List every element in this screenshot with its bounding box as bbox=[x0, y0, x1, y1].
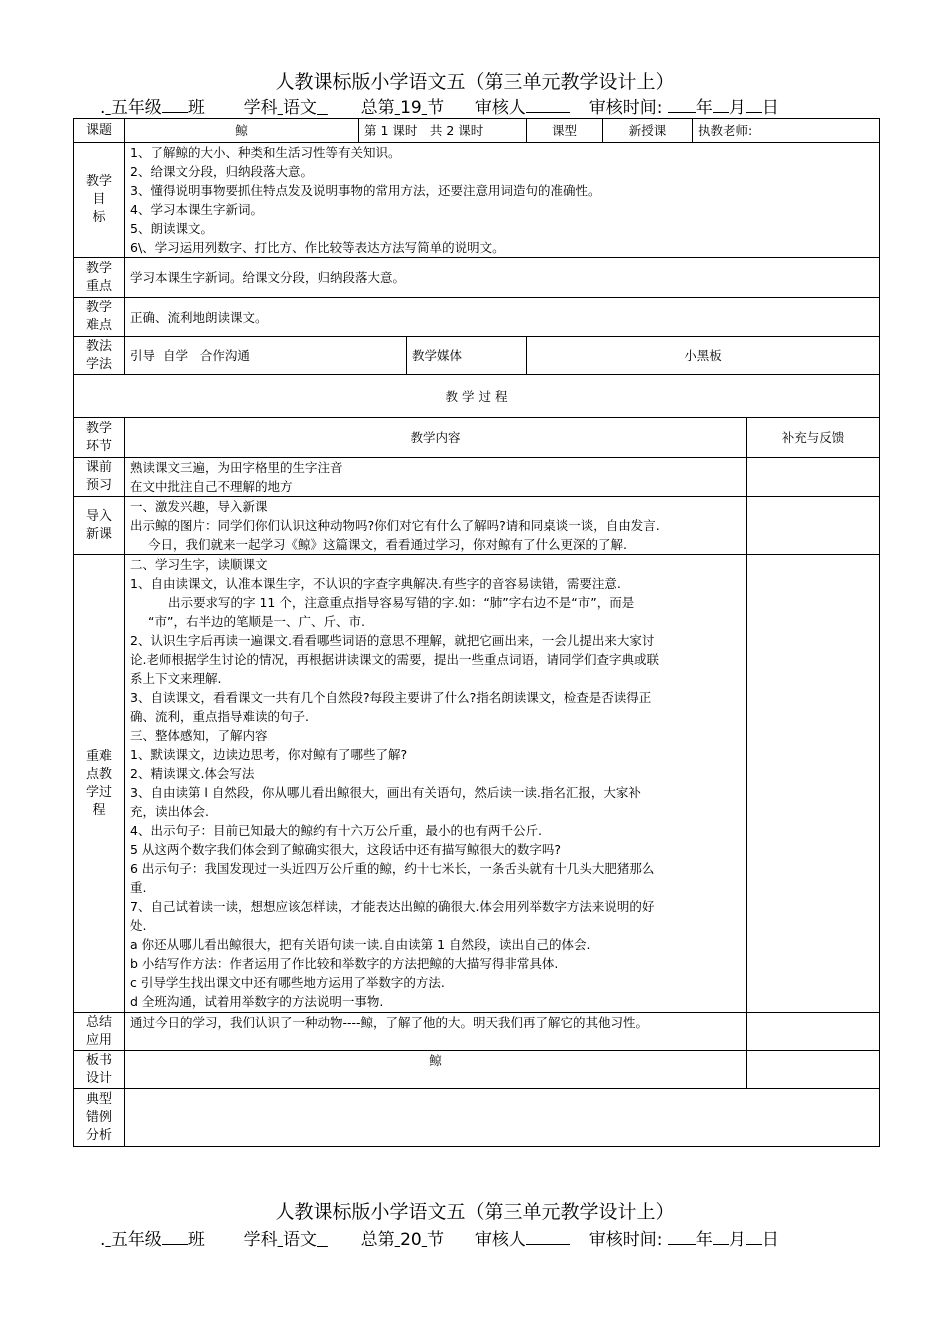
stage-header: 教学 环节 bbox=[74, 418, 125, 458]
errors-label: 典型 错例 分析 bbox=[74, 1089, 125, 1147]
content-header: 教学内容 bbox=[125, 418, 747, 458]
main-line: 3、自由读第 l 自然段，你从哪儿看出鲸很大，画出有关语句，然后读一读.指名汇报，大家补 bbox=[130, 785, 641, 800]
methods-row bbox=[74, 337, 880, 375]
process-title-row bbox=[74, 375, 880, 418]
type-label: 课型 bbox=[527, 119, 603, 143]
summary-label: 总结 应用 bbox=[74, 1013, 125, 1051]
preview-line: 在文中批注自己不理解的地方 bbox=[130, 479, 293, 494]
errors-row bbox=[74, 1089, 880, 1147]
main-line: 三、整体感知，了解内容 bbox=[130, 728, 268, 743]
difficulties-label: 教学 难点 bbox=[74, 298, 125, 337]
preview-label: 课前 预习 bbox=[74, 458, 125, 497]
info-line bbox=[100, 96, 779, 119]
main-label: 重难 点教 学过 程 bbox=[74, 555, 125, 1013]
main-line: 二、学习生字，读顺课文 bbox=[130, 557, 268, 572]
difficulties-text: 正确、流利地朗读课文。 bbox=[125, 298, 880, 337]
main-line: 论.老师根据学生讨论的情况，再根据讲读课文的需要，提出一些重点词语，请同学们查字典或联 bbox=[130, 652, 659, 667]
reviewer-blank bbox=[526, 96, 570, 113]
subject-value: 语文 bbox=[283, 98, 318, 118]
board-label: 板书 设计 bbox=[74, 1051, 125, 1089]
year-label: 年 bbox=[695, 98, 713, 118]
grade-label: 年级 bbox=[127, 98, 162, 118]
errors-content bbox=[125, 1089, 880, 1147]
main-content bbox=[125, 555, 747, 1013]
goal-item: 6\、学习运用列数字、打比方、作比较等表达方法写简单的说明文。 bbox=[130, 240, 505, 255]
main-line: 2、精读课文.体会写法 bbox=[130, 766, 255, 781]
total-label: 总第 bbox=[360, 98, 395, 118]
lesson-number: 20 bbox=[400, 1230, 422, 1250]
intro-content bbox=[125, 497, 747, 555]
main-line: 3、自读课文，看看课文一共有几个自然段?每段主要讲了什么?指名朗读课文，检查是否读得正 bbox=[130, 690, 652, 705]
total-label: 总第 bbox=[360, 1230, 395, 1250]
topic-value: 鲸 bbox=[125, 119, 359, 143]
lesson-unit: 节 bbox=[427, 1230, 445, 1250]
key-points-text: 学习本课生字新词。给课文分段，归纳段落大意。 bbox=[125, 258, 880, 298]
goals-list bbox=[125, 143, 880, 258]
day-label: 日 bbox=[761, 1230, 779, 1250]
reviewer-label: 审核人 bbox=[474, 1230, 526, 1250]
main-line: 6 出示句子：我国发现过一头近四万公斤重的鲸，约十七米长，一条舌头就有十几头大肥猪那么 bbox=[130, 861, 655, 876]
main-line: 确、流利，重点指导难读的句子. bbox=[130, 709, 309, 724]
reviewer-label: 审核人 bbox=[474, 98, 526, 118]
key-points-row bbox=[74, 258, 880, 298]
main-line: 1、自由读课文，认准本课生字，不认识的字查字典解决.有些字的音容易读错，需要注意. bbox=[130, 576, 621, 591]
class-label: 班 bbox=[187, 1230, 205, 1250]
board-text: 鲸 bbox=[125, 1051, 747, 1089]
lesson-plan-table bbox=[73, 118, 880, 1147]
preview-content bbox=[125, 458, 747, 497]
preview-line: 熟读课文三遍，为田字格里的生字注音 bbox=[130, 460, 343, 475]
summary-text: 通过今日的学习，我们认识了一种动物----鲸，了解了他的大。明天我们再了解它的其他习性。 bbox=[125, 1013, 747, 1051]
class-blank bbox=[162, 1228, 188, 1245]
class-blank bbox=[162, 96, 188, 113]
goal-item: 1、了解鲸的大小、种类和生活习性等有关知识。 bbox=[130, 145, 401, 160]
intro-row bbox=[74, 497, 880, 555]
main-line: 出示要求写的字 11 个，注意重点指导容易写错的字.如：“肺”字右边不是“市”，而是 bbox=[168, 595, 635, 610]
preview-feedback bbox=[747, 458, 880, 497]
lesson-unit: 节 bbox=[427, 98, 445, 118]
topic-label: 课题 bbox=[74, 119, 125, 143]
board-feedback bbox=[747, 1051, 880, 1089]
media-value: 小黑板 bbox=[527, 337, 880, 375]
goal-item: 3、懂得说明事物要抓住特点发及说明事物的常用方法，还要注意用词造句的准确性。 bbox=[130, 183, 601, 198]
next-info-line bbox=[100, 1228, 779, 1251]
subject-label: 学科 bbox=[243, 98, 278, 118]
subject-label: 学科 bbox=[243, 1230, 278, 1250]
day-label: 日 bbox=[761, 98, 779, 118]
methods-text: 引导 自学 合作沟通 bbox=[125, 337, 407, 375]
goal-item: 2、给课文分段，归纳段落大意。 bbox=[130, 164, 313, 179]
review-time-label: 审核时间: bbox=[588, 1230, 663, 1250]
next-page-title: 人教课标版小学语文五（第三单元教学设计上） bbox=[275, 1201, 675, 1223]
day-blank bbox=[746, 1228, 762, 1245]
preview-row bbox=[74, 458, 880, 497]
board-row bbox=[74, 1051, 880, 1089]
lesson-number: 19 bbox=[400, 98, 422, 118]
goal-item: 4、学习本课生字新词。 bbox=[130, 202, 263, 217]
main-row bbox=[74, 555, 880, 1013]
grade-field: . 五 bbox=[100, 98, 128, 118]
main-feedback bbox=[747, 555, 880, 1013]
month-label: 月 bbox=[728, 1230, 746, 1250]
year-blank bbox=[668, 96, 696, 113]
header-row bbox=[74, 119, 880, 143]
intro-label: 导入 新课 bbox=[74, 497, 125, 555]
year-label: 年 bbox=[695, 1230, 713, 1250]
summary-row bbox=[74, 1013, 880, 1051]
period-value: 第 1 课时 共 2 课时 bbox=[359, 119, 527, 143]
main-line: d 全班沟通，试着用举数字的方法说明一事物. bbox=[130, 994, 384, 1009]
goals-row bbox=[74, 143, 880, 258]
teacher-label: 执教老师: bbox=[693, 119, 880, 143]
month-blank bbox=[713, 1228, 729, 1245]
process-header-row bbox=[74, 418, 880, 458]
process-title: 教 学 过 程 bbox=[74, 375, 880, 418]
main-line: c 引导学生找出课文中还有哪些地方运用了举数字的方法. bbox=[130, 975, 445, 990]
main-line: 2、认识生字后再读一遍课文.看看哪些词语的意思不理解，就把它画出来，一会儿提出来大家讨 bbox=[130, 633, 655, 648]
class-label: 班 bbox=[187, 98, 205, 118]
main-line: 充，读出体会. bbox=[130, 804, 209, 819]
main-line: “市”，右半边的笔顺是一、广、斤、市. bbox=[148, 614, 365, 629]
main-line: 4、出示句子：目前已知最大的鲸约有十六万公斤重，最小的也有两千公斤. bbox=[130, 823, 542, 838]
main-line: 7、自己试着读一读，想想应该怎样读，才能表达出鲸的确很大.体会用列举数字方法来说明的好 bbox=[130, 899, 655, 914]
page-title: 人教课标版小学语文五（第三单元教学设计上） bbox=[275, 71, 675, 93]
subject-value: 语文 bbox=[283, 1230, 318, 1250]
month-label: 月 bbox=[728, 98, 746, 118]
intro-feedback bbox=[747, 497, 880, 555]
review-time-label: 审核时间: bbox=[588, 98, 663, 118]
intro-line: 今日，我们就来一起学习《鲸》这篇课文，看看通过学习，你对鲸有了什么更深的了解. bbox=[148, 537, 627, 552]
difficulties-row bbox=[74, 298, 880, 337]
main-line: b 小结写作方法：作者运用了作比较和举数字的方法把鲸的大描写得非常具体. bbox=[130, 956, 559, 971]
summary-feedback bbox=[747, 1013, 880, 1051]
reviewer-blank bbox=[526, 1228, 570, 1245]
main-line: 处. bbox=[130, 918, 147, 933]
type-value: 新授课 bbox=[603, 119, 693, 143]
media-label: 教学媒体 bbox=[407, 337, 527, 375]
intro-line: 出示鲸的图片：同学们你们认识这种动物吗?你们对它有什么了解吗?请和同桌谈一谈，自由发言. bbox=[130, 518, 660, 533]
month-blank bbox=[713, 96, 729, 113]
feedback-header: 补充与反馈 bbox=[747, 418, 880, 458]
year-blank bbox=[668, 1228, 696, 1245]
main-line: a 你还从哪儿看出鲸很大，把有关语句读一读.自由读第 1 自然段，读出自己的体会. bbox=[130, 937, 591, 952]
goal-item: 5、朗读课文。 bbox=[130, 221, 213, 236]
grade-field: . 五 bbox=[100, 1230, 128, 1250]
main-line: 系上下文来理解. bbox=[130, 671, 222, 686]
intro-line: 一、激发兴趣，导入新课 bbox=[130, 499, 268, 514]
main-line: 5 从这两个数字我们体会到了鲸确实很大，这段话中还有描写鲸很大的数字吗? bbox=[130, 842, 562, 857]
main-line: 重. bbox=[130, 880, 147, 895]
day-blank bbox=[746, 96, 762, 113]
grade-label: 年级 bbox=[127, 1230, 162, 1250]
goals-label: 教学 目 标 bbox=[74, 143, 125, 258]
methods-label: 教法 学法 bbox=[74, 337, 125, 375]
main-line: 1、默读课文，边读边思考，你对鲸有了哪些了解? bbox=[130, 747, 408, 762]
key-points-label: 教学 重点 bbox=[74, 258, 125, 298]
